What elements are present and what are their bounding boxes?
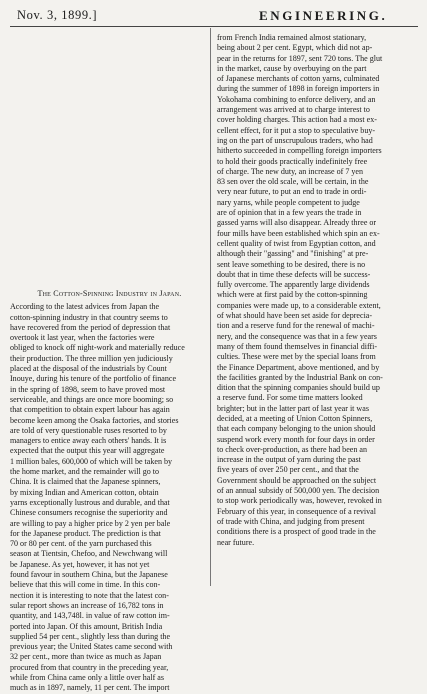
text-line: are told of very questionable ruses resorted to by [10,425,167,435]
text-line: to check over-production, as there had been an [217,444,367,454]
text-line: February of this year, in consequence of a revival [217,506,376,516]
text-line: brighter; but in the latter part of last year it was [217,403,369,413]
text-line: Yokohama combining to enforce delivery, and an [217,94,376,104]
left-column [10,289,209,694]
text-line: nery, and the consequence was that in a few years [217,331,377,341]
text-line: to stop work periodically was, however, revoked in [217,496,382,506]
text-line: arrangement was arrived at to charge interest to [217,105,370,115]
text-line: although their "gassing" and "finishing" at pre- [217,249,369,259]
text-line: placed at the disposal of the industrials by Count [10,364,167,374]
journal-title: ENGINEERING. [259,8,388,23]
text-line: four mills have been established which spin an ex- [217,228,380,238]
text-line: doubt that in time these defects will be success- [217,269,371,279]
text-line: that each company belonging to the union should [217,424,376,434]
text-line: become keen among the Osaka factories, and stories [10,415,179,425]
text-line: increase in the output of yarn during the past [217,455,361,465]
text-line: dition that the spinning companies should build up [217,383,380,393]
text-line: 32 per cent., more than twice as much as Japan [10,652,162,662]
text-line: of an annual subsidy of 500,000 yen. The decision [217,486,380,496]
text-line: of Japanese merchants of cotton yarns, culminated [217,74,380,84]
text-line: expected that the output this year will aggregate [10,446,165,456]
text-line: are willing to pay a higher price by 2 yen per bale [10,518,171,528]
text-line: believe that this will come in time. In this con- [10,580,161,590]
text-line: to hold their goods practically indefinitely free [217,156,368,166]
text-line: sent leave something to be desired, there is no [217,259,366,269]
text-line: serviceable, and things are once more booming; so [10,394,174,404]
text-line: which were at first paid by the cotton-spinning [217,290,368,300]
text-line: that competition to obtain expert labour has again [10,405,170,415]
right-column [217,33,416,548]
text-line: 83 sen over the old scale, will be certain, in the [217,177,369,187]
text-line: found favour in southern China, but the Japanese [10,570,168,580]
text-line: yarns exceptionally lustrous and durable, and that [10,497,170,507]
text-line: quantity, and 143,748l. in value of raw cotton im- [10,611,170,621]
column-divider [210,28,211,586]
text-line: According to the latest advices from Japan the [10,302,160,312]
text-line: Chinese consumers recognise the superiority and [10,508,168,518]
text-line: be Japanese. As yet, however, it has not yet [10,559,150,569]
text-line: cellent effect, for it put a stop to speculative buy- [217,125,376,135]
text-line: very near future, to put an end to trade in ordi- [217,187,367,197]
text-line: the facilities granted by the Industrial Bank on con- [217,372,383,382]
text-line: being about 2 per cent. Egypt, which did not ap- [217,43,373,53]
text-line: nary yarns, while people competent to judge [217,197,360,207]
text-line: nection it is interesting to note that the latest con- [10,590,169,600]
text-line: much as in 1897, namely, 11 per cent. The import [10,683,170,693]
text-line: sular report shows an increase of 16,782 tons in [10,600,164,610]
text-line: conditions there is a prospect of good trade in the [217,527,376,537]
text-line: cellent quality of twist from Egyptian cotton, and [217,238,376,248]
text-line: China. It is claimed that the Japanese spinners, [10,477,161,487]
text-line: have recovered from the period of depression that [10,322,171,332]
text-line: pear in the returns for 1897, sent 720 tons. The glut [217,53,383,63]
issue-date: Nov. 3, 1899.] [17,8,98,22]
text-line: companies were made up, to a considerable extent, [217,300,381,310]
text-line: tion and a reserve fund for the renewal of machi- [217,321,375,331]
text-line: cotton-spinning industry in that country seems to [10,312,168,322]
text-line: 1 million bales, 600,000 of which will be taken by [10,456,173,466]
text-line: the home market, and the remainder will go to [10,467,160,477]
page-header [17,6,419,26]
text-line: previous year; the United States came second with [10,642,173,652]
text-line: Inouye, during his tenure of the portfolio of finance [10,374,177,384]
text-line: culties. These were met by the special loans from [217,352,376,362]
text-line: obliged to knock off night-work and materially reduce [10,343,185,353]
text-line: during the summer of 1898 in foreign importers in [217,84,380,94]
text-line: suspend work every month for four days in order [217,434,375,444]
text-line: fully overcome. The apparently large dividends [217,280,370,290]
text-line: season at Tientsin, Chefoo, and Newchwang will [10,549,168,559]
text-line: five years of over 250 per cent., and that the [217,465,359,475]
text-line: of what should have been set aside for deprecia- [217,311,373,321]
text-line: managers to entice away each others' hands. It is [10,436,167,446]
text-line: by mixing Indian and American cotton, obtain [10,487,159,497]
text-line: from French India remained almost stationary, [217,33,367,42]
text-line: supplied 54 per cent., slightly less than during the [10,631,171,641]
text-line: ing on the part of unscrupulous traders, who had [217,135,373,145]
text-line: many of them found themselves in financial diffi- [217,341,378,351]
text-line: the Finance Department, above mentioned, and by [217,362,380,372]
text-line: of trade with China, and judging from present [217,516,365,526]
text-line: 70 or 80 per cent. of the yarn purchased this [10,539,152,549]
text-line: cover holding charges. This action had a most ex- [217,115,377,125]
text-line: procured from that country in the preceding year, [10,662,169,672]
article-heading: The Cotton-Spinning Industry in Japan. [37,289,182,298]
text-line: decided, at a meeting of Union Cotton Spinners, [217,413,373,423]
text-line: in the market, cause by overbuying on the part [217,63,367,73]
text-line: ported into Japan. Of this amount, British India [10,621,163,631]
right-column-text [217,33,416,548]
text-line: overtook it last year, when the factories were [10,333,155,343]
text-line: their production. The three million yen judiciously [10,353,173,363]
header-rule [10,26,418,27]
text-line: gassed yarns will also disappear. Already three or [217,218,377,228]
left-column-text [10,302,209,693]
text-line: near future. [217,537,255,547]
text-line: for the Japanese product. The prediction is that [10,528,161,538]
text-line: Government should be approached on the subject [217,475,377,485]
text-line: in the spring of 1898, seem to have proved most [10,384,166,394]
text-line: a reserve fund. For some time matters looked [217,393,363,403]
text-line: hitherto succeeded in compelling foreign importers [217,146,382,156]
text-line: are of opinion that in a few years the trade in [217,208,362,218]
text-line: while from China came only a little over half as [10,672,164,682]
text-line: of charge. The new duty, an increase of 7 yen [217,166,363,176]
